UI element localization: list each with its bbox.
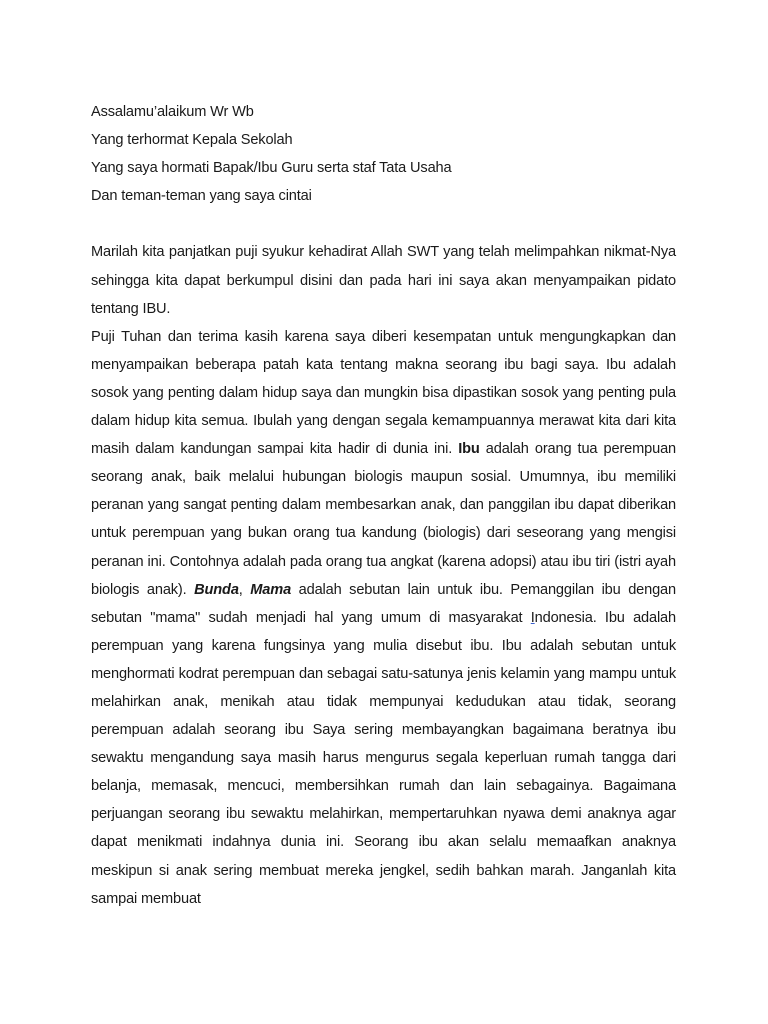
spellcheck-marked-letter: I xyxy=(530,609,535,626)
paragraph-main-text-3: adalah sebutan lain untuk ibu. Pemanggilan ibu dengan sebutan "mama" sudah menjadi hal yang umum di masyarakat xyxy=(91,581,676,626)
greeting-line-guru-staf: Yang saya hormati Bapak/Ibu Guru serta staf Tata Usaha xyxy=(91,160,452,177)
term-ibu: Ibu xyxy=(458,441,480,458)
greeting-block xyxy=(91,98,676,210)
term-mama: Mama xyxy=(250,581,292,598)
paragraph-opening: Marilah kita panjatkan puji syukur kehadirat Allah SWT yang telah melimpahkan nikmat-Nya sehingga kita dapat berkumpul disini dan pada hari ini saya akan menyampaikan pidato tentang IBU. xyxy=(91,244,676,317)
greeting-line-salam: Assalamu’alaikum Wr Wb xyxy=(91,104,254,120)
term-separator: , xyxy=(238,581,251,598)
greeting-line-teman: Dan teman-teman yang saya cintai xyxy=(91,188,312,205)
paragraph-main-text-4: . Ibu adalah perempuan yang karena fungsinya yang mulia disebut ibu. Ibu adalah sebutan untuk menghormati kodrat perempuan dan sebagai satu-satunya jenis kelamin yang mampu untuk melahirkan anak, menikah atau tidak mempunyai kedudukan atau tidak, seorang perempuan adalah seorang ibu Saya sering membayangkan bagaimana beratnya ibu sewaktu mengandung saya masih harus mengurus segala keperluan rumah tangga dari belanja, memasak, mencuci, membersihkan rumah dan lain sebagainya. Bagaimana perjuangan seorang ibu sewaktu melahirkan, mempertaruhkan nyawa demi anaknya agar dapat menikmati indahnya dunia ini. Seorang ibu akan selalu memaafkan anaknya meskipun si anak sering membuat mereka jengkel, sedih bahkan marah. Janganlah kita sampai membuat xyxy=(91,609,676,907)
word-indonesia-rest: ndonesia xyxy=(534,609,593,626)
paragraph-main xyxy=(91,323,676,913)
paragraph-main-text-2: adalah orang tua perempuan seorang anak, baik melalui hubungan biologis maupun sosial. Umumnya, ibu memiliki peranan yang sangat penting dalam membesarkan anak, dan panggilan ibu dapat diberikan untuk perempuan yang bukan orang tua kandung (biologis) dari seseorang yang mengisi peranan ini. Contohnya adalah pada orang tua angkat (karena adopsi) atau ibu tiri (istri ayah biologis anak). xyxy=(91,441,676,598)
paragraph-main-text-1: Puji Tuhan dan terima kasih karena saya diberi kesempatan untuk mengungkapkan dan menyampaikan beberapa patah kata tentang makna seorang ibu bagi saya. Ibu adalah sosok yang penting dalam hidup saya dan mungkin bisa dipastikan sosok yang penting pula dalam hidup kita semua. Ibulah yang dengan segala kemampuannya merawat kita dari kita masih dalam kandungan sampai kita hadir di dunia ini. xyxy=(91,328,676,458)
document-body xyxy=(91,98,676,913)
term-bunda: Bunda xyxy=(194,581,239,598)
greeting-line-kepala-sekolah: Yang terhormat Kepala Sekolah xyxy=(91,132,293,149)
